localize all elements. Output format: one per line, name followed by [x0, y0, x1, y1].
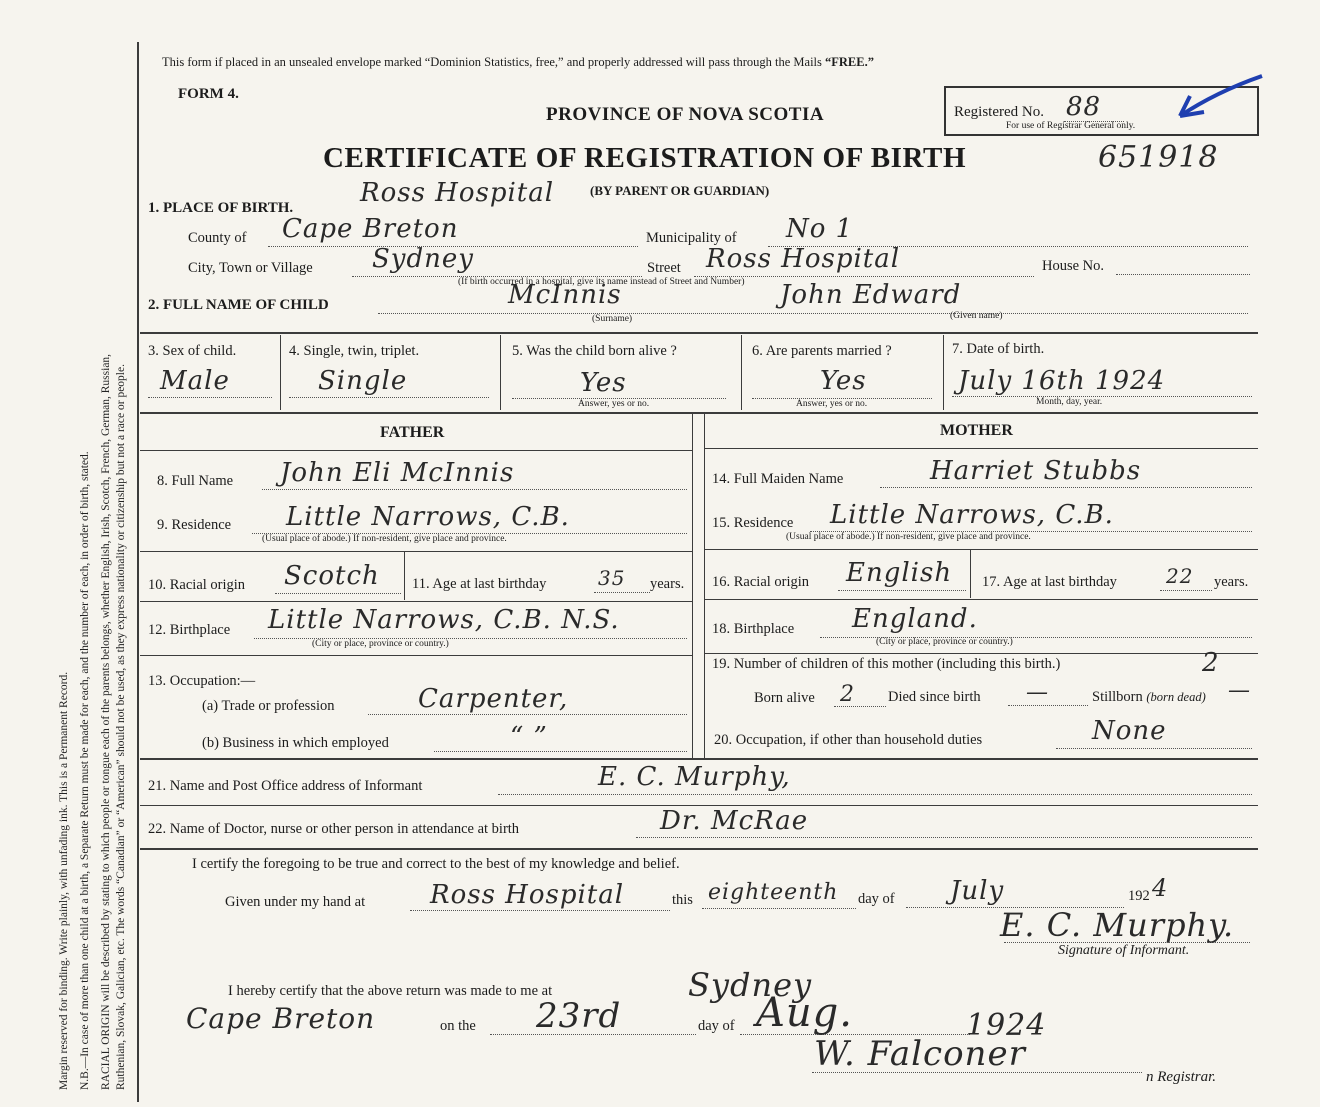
margin-note-3: RACIAL ORIGIN will be described by stating to which people or tongue each of the parents belongs, whether English, Irish, Scotch, French, German, Russian,	[100, 353, 112, 1090]
child-given-name: John Edward	[780, 280, 962, 310]
registrar-signature: W. Falconer	[814, 1034, 1026, 1074]
mother-age-label: 17. Age at last birthday	[982, 574, 1117, 590]
father-business-label: (b) Business in which employed	[202, 735, 389, 751]
born-alive-count-value: 2	[840, 682, 855, 707]
form-number: FORM 4.	[178, 86, 239, 102]
margin-note-1: Margin reserved for binding. Write plainly, with unfading ink. This is a Permanent Record.	[58, 671, 70, 1090]
registrar-title: n Registrar.	[1146, 1069, 1217, 1085]
column-divider	[692, 414, 693, 759]
sex-label: 3. Sex of child.	[148, 343, 237, 359]
father-heading: FATHER	[380, 424, 445, 441]
children-count-value: 2	[1202, 648, 1220, 678]
mother-racial-label: 16. Racial origin	[712, 574, 810, 590]
county-label: County of	[188, 230, 247, 246]
dob-label: 7. Date of birth.	[952, 341, 1045, 357]
father-racial-value: Scotch	[284, 561, 380, 591]
doctor-label: 22. Name of Doctor, nurse or other person in attendance at birth	[148, 821, 520, 837]
informant-signature: E. C. Murphy.	[1000, 906, 1235, 944]
registrar-statement: I hereby certify that the above return was made to me at	[228, 983, 553, 999]
place-value: Ross Hospital	[360, 178, 555, 208]
county-value: Cape Breton	[282, 214, 459, 244]
registrar-month-value: Aug.	[756, 990, 853, 1036]
registrar-note: For use of Registrar General only.	[1006, 121, 1136, 131]
father-age-label: 11. Age at last birthday	[412, 576, 547, 592]
children-count-label: 19. Number of children of this mother (including this birth.)	[712, 656, 1061, 672]
divider	[140, 412, 1258, 414]
mother-birthplace-note: (City or place, province or country.)	[876, 637, 1013, 647]
stillborn-value: —	[1228, 678, 1251, 703]
father-birthplace-label: 12. Birthplace	[148, 622, 231, 638]
father-residence-label: 9. Residence	[157, 517, 232, 533]
column-divider	[704, 414, 705, 759]
multiple-birth-label: 4. Single, twin, triplet.	[289, 343, 420, 359]
mother-birthplace-value: England.	[852, 604, 978, 634]
mother-name-value: Harriet Stubbs	[930, 456, 1142, 486]
registrar-place-value: Sydney	[688, 966, 813, 1004]
house-label: House No.	[1042, 258, 1105, 274]
father-age-value: 35	[598, 566, 626, 590]
mother-occupation-label: 20. Occupation, if other than household duties	[714, 732, 983, 748]
father-name-value: John Eli McInnis	[280, 458, 515, 488]
born-alive-count-label: Born alive	[754, 690, 815, 706]
city-value: Sydney	[372, 244, 474, 274]
subtitle: (BY PARENT OR GUARDIAN)	[590, 183, 770, 198]
province-heading: PROVINCE OF NOVA SCOTIA	[546, 104, 825, 125]
page-title: CERTIFICATE OF REGISTRATION OF BIRTH	[323, 142, 967, 174]
registered-box	[944, 86, 1259, 136]
serial-number: 651918	[1098, 140, 1219, 175]
on-the-label: on the	[440, 1018, 476, 1034]
mother-birthplace-label: 18. Birthplace	[712, 621, 795, 637]
street-label: Street	[647, 260, 681, 276]
registrar-day-of-label: day of	[698, 1018, 735, 1034]
mother-residence-note: (Usual place of abode.) If non-resident, give place and province.	[786, 532, 1031, 542]
born-alive-note: Answer, yes or no.	[578, 399, 650, 409]
divider	[140, 332, 1258, 334]
certify-day-value: eighteenth	[708, 880, 839, 905]
multiple-birth-value: Single	[318, 366, 408, 396]
surname-note: (Surname)	[592, 314, 633, 324]
place-label: 1. PLACE OF BIRTH.	[148, 200, 294, 216]
certify-year-value: 4	[1152, 874, 1169, 902]
registered-label: Registered No.	[954, 104, 1044, 120]
mother-residence-label: 15. Residence	[712, 515, 794, 531]
father-trade-value: Carpenter,	[418, 684, 569, 714]
certify-statement: I certify the foregoing to be true and correct to the best of my knowledge and belief.	[192, 856, 680, 872]
municipality-value: No 1	[786, 214, 854, 244]
street-value: Ross Hospital	[706, 244, 901, 274]
born-alive-label: 5. Was the child born alive ?	[512, 343, 677, 359]
born-alive-value: Yes	[580, 368, 627, 398]
father-occupation-label: 13. Occupation:—	[148, 673, 256, 689]
mother-racial-value: English	[846, 558, 953, 588]
registrar-day-value: 23rd	[536, 996, 622, 1036]
stillborn-label: Stillborn (born dead)	[1092, 689, 1206, 705]
city-label: City, Town or Village	[188, 260, 313, 276]
father-residence-value: Little Narrows, C.B.	[286, 502, 570, 532]
margin-note-2: N.B.—In case of more than one child at a birth, a Separate Return must be made for each, and the number of each, in order of birth, stated.	[79, 451, 91, 1090]
father-racial-label: 10. Racial origin	[148, 577, 246, 593]
father-trade-label: (a) Trade or profession	[202, 698, 335, 714]
parents-married-value: Yes	[820, 366, 867, 396]
doctor-value: Dr. McRae	[660, 806, 809, 836]
registered-number: 88	[1066, 92, 1102, 122]
mother-name-label: 14. Full Maiden Name	[712, 471, 844, 487]
check-mark-icon	[1176, 72, 1266, 126]
registrar-county-value: Cape Breton	[186, 1002, 376, 1035]
given-label: Given under my hand at	[225, 894, 366, 910]
father-years: years.	[650, 576, 685, 592]
father-business-value: “ ”	[510, 722, 548, 752]
municipality-label: Municipality of	[646, 230, 737, 246]
this-label: this	[672, 892, 693, 908]
registrar-year-value: 1924	[966, 1008, 1047, 1043]
signature-label: Signature of Informant.	[1058, 943, 1190, 958]
mother-years: years.	[1214, 574, 1249, 590]
hospital-note: (If birth occurred in a hospital, give its name instead of Street and Number)	[458, 277, 745, 287]
mother-heading: MOTHER	[940, 422, 1013, 439]
mail-notice: This form if placed in an unsealed envelope marked “Dominion Statistics, free,” and properly addressed will pass through the Mails “FREE.”	[162, 55, 874, 69]
father-birthplace-note: (City or place, province or country.)	[312, 639, 449, 649]
child-surname: McInnis	[508, 280, 622, 310]
dob-note: Month, day, year.	[1036, 397, 1103, 407]
father-name-label: 8. Full Name	[157, 473, 234, 489]
certify-month-value: July	[950, 876, 1005, 906]
parents-married-label: 6. Are parents married ?	[752, 343, 892, 359]
margin-note-4: Ruthenian, Slovak, Galician, etc. The words “Canadian” or “American” should not be used, as they express nationality or citizenship but not a race or people.	[115, 364, 127, 1090]
sex-value: Male	[160, 366, 230, 396]
mother-occupation-value: None	[1092, 716, 1167, 746]
father-birthplace-value: Little Narrows, C.B. N.S.	[268, 605, 620, 635]
child-name-label: 2. FULL NAME OF CHILD	[148, 297, 329, 313]
mother-age-value: 22	[1166, 564, 1194, 588]
certify-year-prefix: 192	[1128, 888, 1150, 904]
margin-rule	[137, 42, 139, 1102]
dob-value: July 16th 1924	[958, 366, 1166, 396]
informant-label: 21. Name and Post Office address of Informant	[148, 778, 423, 794]
informant-value: E. C. Murphy,	[598, 762, 791, 792]
died-label: Died since birth	[888, 689, 981, 705]
father-residence-note: (Usual place of abode.) If non-resident, give place and province.	[262, 534, 507, 544]
given-place-value: Ross Hospital	[430, 880, 625, 910]
day-of-label: day of	[858, 891, 895, 907]
divider	[140, 758, 1258, 760]
given-note: (Given name)	[950, 311, 1003, 321]
mother-residence-value: Little Narrows, C.B.	[830, 500, 1114, 530]
parents-married-note: Answer, yes or no.	[796, 399, 868, 409]
died-value: —	[1026, 680, 1049, 705]
